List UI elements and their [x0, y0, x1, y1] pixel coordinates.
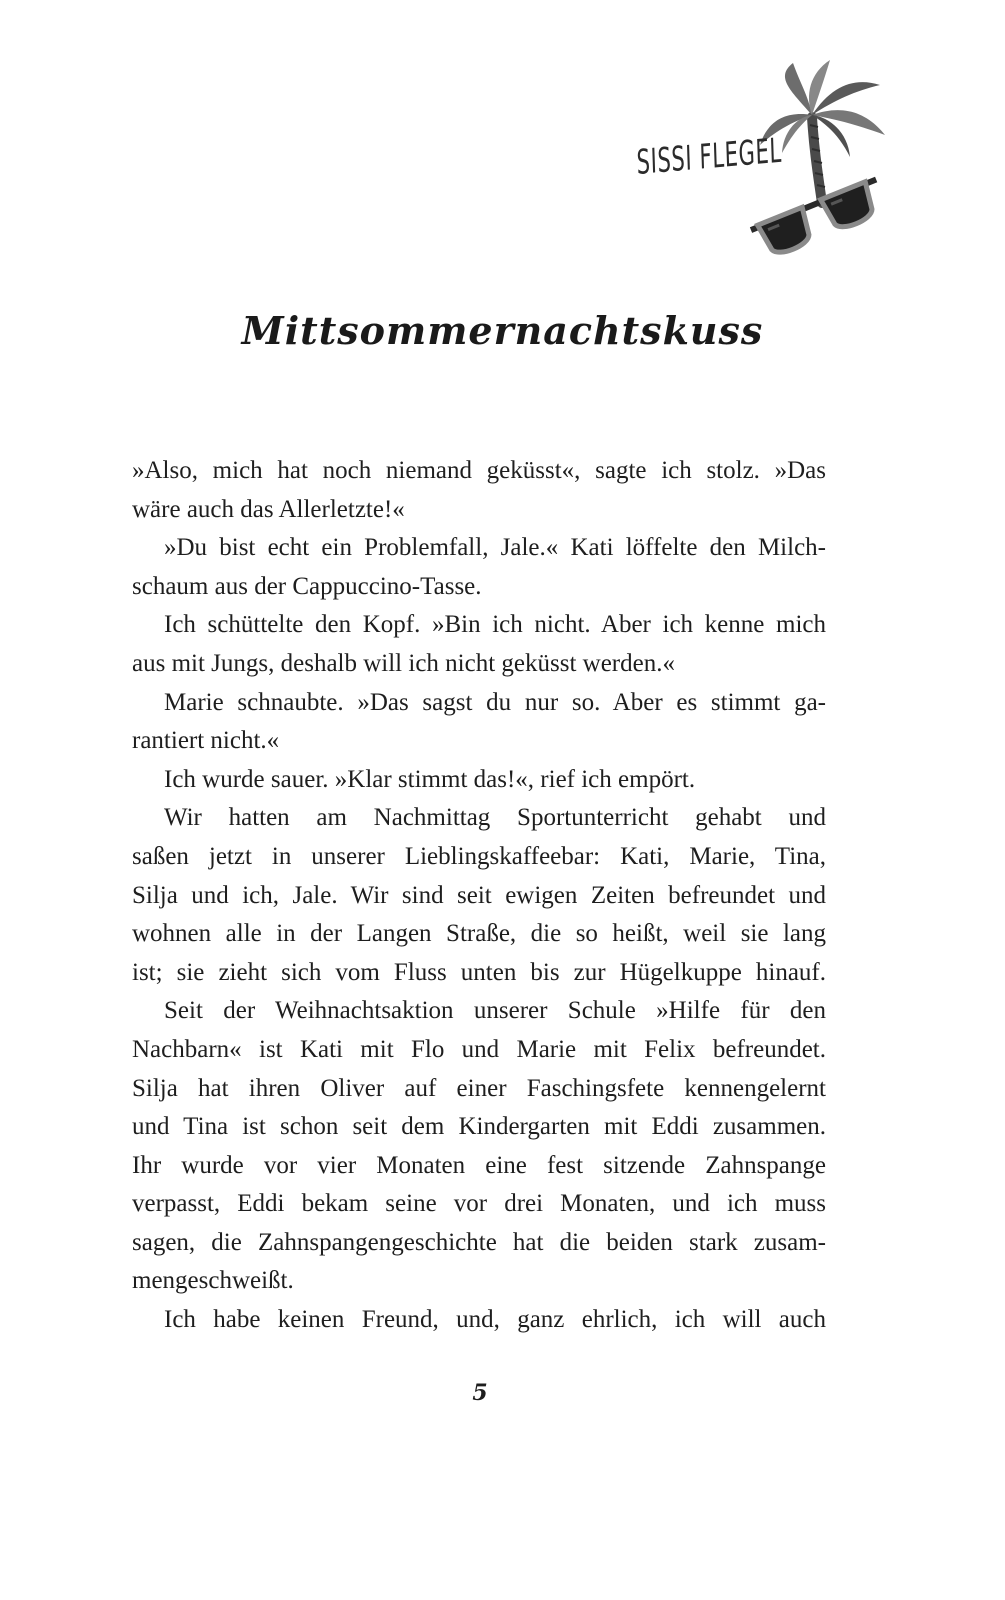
text-line: Nachbarn« ist Kati mit Flo und Marie mit Felix befreundet.: [132, 1035, 826, 1063]
text-line: wäre auch das Allerletzte!«: [132, 495, 405, 523]
text-line: rantiert nicht.«: [132, 727, 280, 755]
text-line: Seit der Weihnachtsaktion unserer Schule »Hilfe für den: [164, 997, 826, 1025]
body-text: [132, 452, 826, 1340]
text-line: »Also, mich hat noch niemand geküsst«, sagte ich stolz. »Das: [132, 457, 826, 484]
text-line: schaum aus der Cappuccino-Tasse.: [132, 572, 482, 600]
text-line: und Tina ist schon seit dem Kindergarten mit Eddi zusammen.: [132, 1113, 826, 1141]
text-line: Ich habe keinen Freund, und, ganz ehrlich, ich will auch: [164, 1306, 826, 1334]
author-name: SISSI FLEGEL: [636, 130, 783, 183]
text-line: ist; sie zieht sich vom Fluss unten bis zur Hügelkuppe hinauf.: [132, 958, 826, 986]
text-line: Marie schnaubte. »Das sagst du nur so. Aber es stimmt ga-: [164, 688, 826, 716]
text-line: Ihr wurde vor vier Monaten eine fest sitzende Zahnspange: [132, 1151, 826, 1179]
text-line: Ich schüttelte den Kopf. »Bin ich nicht. Aber ich kenne mich: [164, 611, 826, 639]
chapter-title: Mittsommernachtskuss: [241, 308, 764, 353]
text-line: mengeschweißt.: [132, 1267, 294, 1295]
text-line: saßen jetzt in unserer Lieblingskaffeebar: Kati, Marie, Tina,: [132, 842, 826, 870]
text-line: Wir hatten am Nachmittag Sportunterricht gehabt und: [164, 804, 826, 832]
text-line: verpasst, Eddi bekam seine vor drei Monaten, und ich muss: [132, 1190, 826, 1218]
text-line: Silja hat ihren Oliver auf einer Faschingsfete kennengelernt: [132, 1074, 826, 1102]
text-line: wohnen alle in der Langen Straße, die so heißt, weil sie lang: [132, 920, 826, 948]
text-line: aus mit Jungs, deshalb will ich nicht geküsst werden.«: [132, 649, 675, 677]
text-line: »Du bist echt ein Problemfall, Jale.« Kati löffelte den Milch-: [164, 534, 826, 562]
text-line: Silja und ich, Jale. Wir sind seit ewigen Zeiten befreundet und: [132, 881, 826, 909]
page-number: 5: [472, 1380, 488, 1406]
text-line: sagen, die Zahnspangengeschichte hat die beiden stark zusam-: [132, 1228, 826, 1256]
author-header: [600, 55, 890, 265]
text-line: Ich wurde sauer. »Klar stimmt das!«, rief ich empört.: [164, 765, 696, 793]
